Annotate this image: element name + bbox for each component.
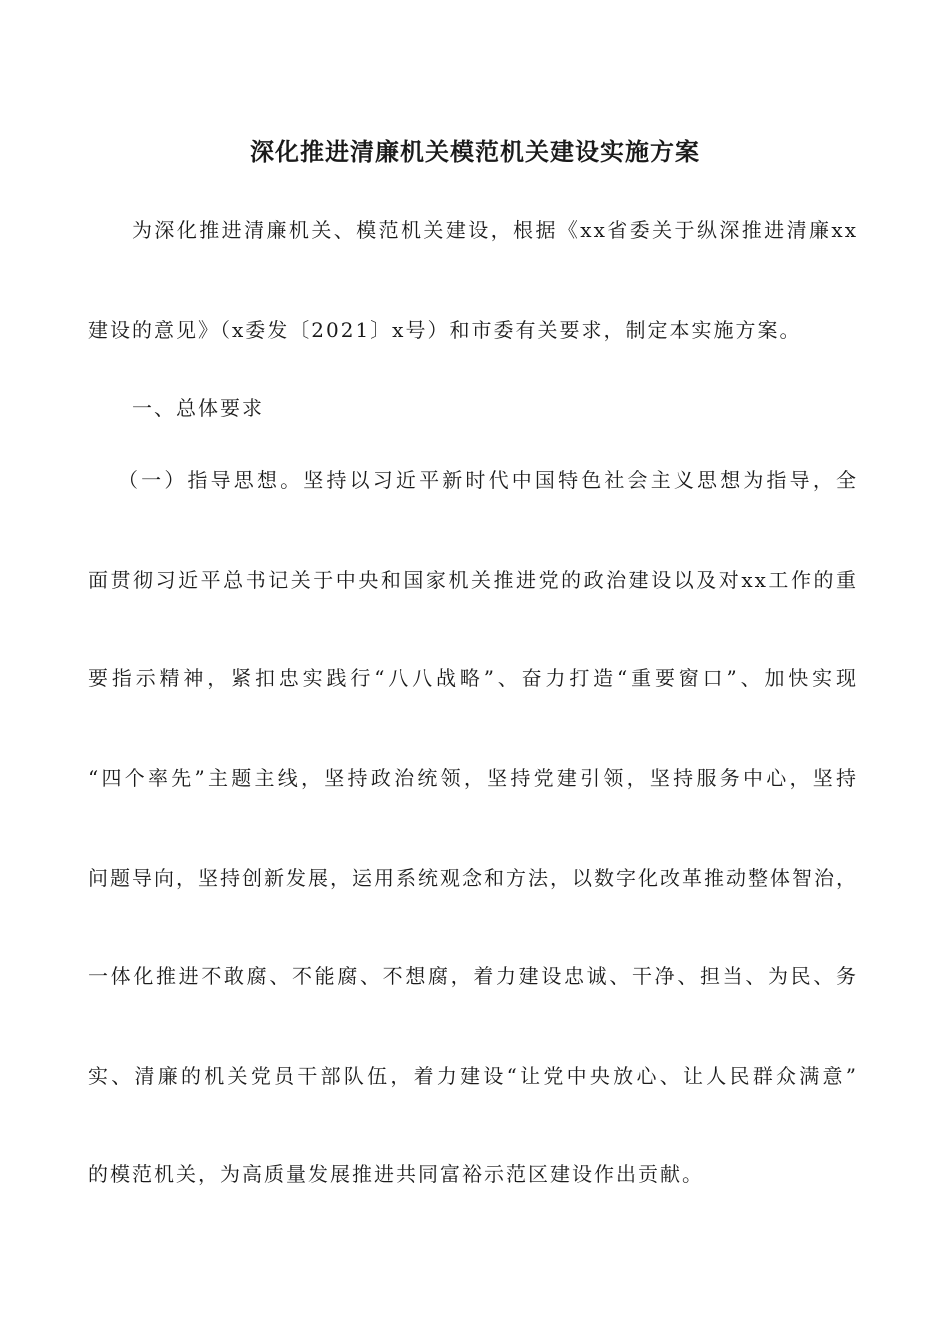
paragraph-line: 一体化推进不敢腐、不能腐、不想腐，着力建设忠诚、干净、担当、为民、务 bbox=[88, 964, 858, 988]
document-title: 深化推进清廉机关模范机关建设实施方案 bbox=[250, 137, 700, 166]
paragraph-line: 面贯彻习近平总书记关于中央和国家机关推进党的政治建设以及对xx工作的重 bbox=[88, 568, 858, 592]
paragraph-line: 问题导向，坚持创新发展，运用系统观念和方法，以数字化改革推动整体智治， bbox=[88, 866, 858, 890]
paragraph-line: 实、清廉的机关党员干部队伍，着力建设“让党中央放心、让人民群众满意” bbox=[88, 1064, 858, 1088]
paragraph-line: “四个率先”主题主线，坚持政治统领，坚持党建引领，坚持服务中心，坚持 bbox=[88, 766, 858, 790]
paragraph-line: 的模范机关，为高质量发展推进共同富裕示范区建设作出贡献。 bbox=[88, 1162, 704, 1186]
paragraph-line: 为深化推进清廉机关、模范机关建设，根据《xx省委关于纵深推进清廉xx bbox=[132, 218, 858, 242]
paragraph-line: （一）指导思想。坚持以习近平新时代中国特色社会主义思想为指导，全 bbox=[118, 468, 858, 492]
section-heading: 一、总体要求 bbox=[132, 396, 264, 420]
paragraph-line: 建设的意见》（x委发〔2021〕x号）和市委有关要求，制定本实施方案。 bbox=[88, 318, 802, 342]
paragraph-line: 要指示精神，紧扣忠实践行“八八战略”、奋力打造“重要窗口”、加快实现 bbox=[88, 666, 858, 690]
